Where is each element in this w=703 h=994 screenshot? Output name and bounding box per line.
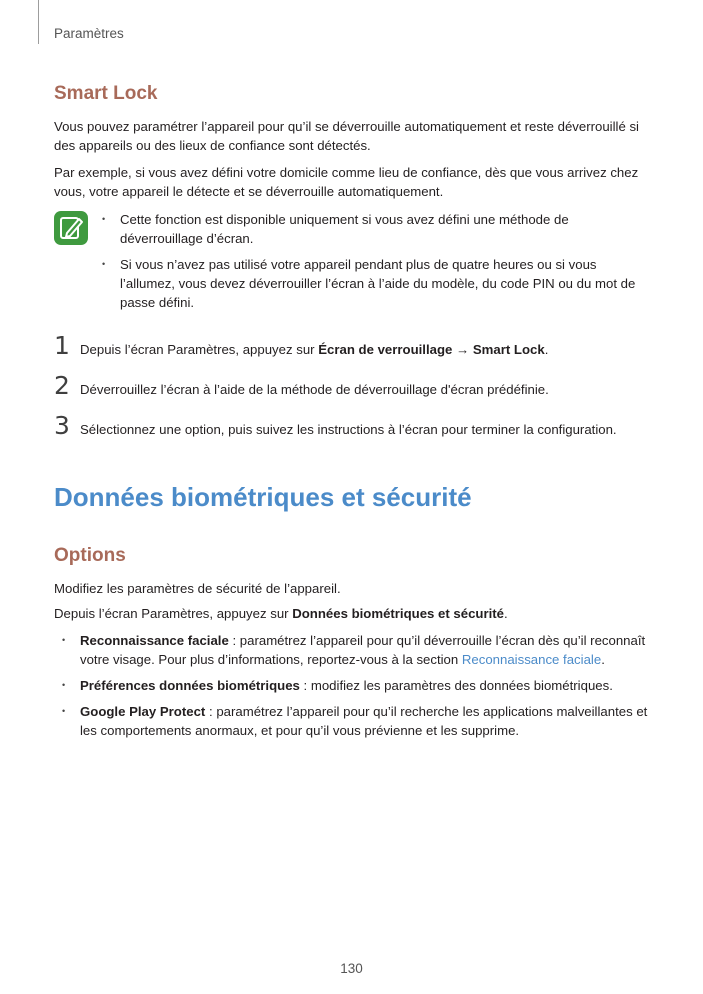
options-list	[60, 631, 660, 747]
page-number: 130	[340, 961, 363, 976]
options-path	[54, 604, 654, 623]
options-intro: Modifiez les paramètres de sécurité de l’appareil.	[54, 581, 341, 596]
path-text: Depuis l’écran Paramètres, appuyez sur	[54, 606, 293, 621]
option-item-biometric-preferences	[60, 676, 660, 695]
smart-lock-intro: Vous pouvez paramétrer l’appareil pour qu’il se déverrouille automatiquement et reste déverrouillé si des appareils ou des lieux de confiance sont détectés.	[54, 119, 639, 153]
menu-path-smart-lock: Smart Lock	[472, 342, 545, 357]
step-text: Déverrouillez l’écran à l’aide de la méthode de déverrouillage d'écran prédéfinie.	[80, 382, 549, 397]
header-rule	[38, 0, 39, 44]
face-recognition-link[interactable]: Reconnaissance faciale	[461, 652, 602, 667]
step-number: 2	[54, 371, 70, 400]
step-number: 1	[54, 331, 70, 360]
option-desc: : paramétrez l’appareil pour qu’il déverrouille l’écran dès qu’il reconnaît votre visage. Pour plus d’informations, reportez-vous à la section	[80, 633, 646, 667]
menu-path-lock-screen: Écran de verrouillage	[318, 342, 453, 357]
option-item-google-play-protect	[60, 702, 660, 740]
note-item: • Si vous n’avez pas utilisé votre appareil pendant plus de quatre heures ou si vous l’allumez, vous devez déverrouiller l’écran à l’aide du modèle, du code PIN ou du mot de passe défini.	[100, 255, 650, 312]
step-2	[54, 371, 674, 401]
step-text-part: Depuis l’écran Paramètres, appuyez sur	[80, 342, 319, 357]
biometrics-heading: Données biométriques et sécurité	[54, 482, 472, 512]
menu-path-biometrics: Données biométriques et sécurité	[292, 606, 505, 621]
step-text	[80, 340, 548, 359]
options-heading: Options	[54, 545, 126, 566]
option-desc: .	[601, 652, 605, 667]
path-text: .	[504, 606, 508, 621]
option-item-face-recognition	[60, 631, 660, 669]
smart-lock-example: Par exemple, si vous avez défini votre domicile comme lieu de confiance, dès que vous arrivez chez vous, votre appareil le détecte et se déverrouille automatiquement.	[54, 165, 639, 199]
option-term: Préférences données biométriques	[80, 678, 300, 693]
step-number: 3	[54, 411, 70, 440]
arrow-glyph: →	[452, 342, 473, 357]
note-list	[100, 210, 650, 319]
step-1	[54, 331, 674, 361]
step-text-part: .	[544, 342, 549, 357]
option-term: Reconnaissance faciale	[80, 633, 229, 648]
note-pencil-icon	[54, 211, 88, 245]
smart-lock-heading: Smart Lock	[54, 83, 158, 104]
option-term: Google Play Protect	[80, 704, 206, 719]
running-header: Paramètres	[54, 26, 124, 41]
option-desc: : modifiez les paramètres des données biométriques.	[299, 678, 613, 693]
option-desc: : paramétrez l’appareil pour qu’il recherche les applications malveillantes et les comportements anormaux, et pour qu’il vous prévienne et les supprime.	[80, 704, 648, 738]
step-3	[54, 411, 674, 441]
note-item: • Cette fonction est disponible uniquement si vous avez défini une méthode de déverrouillage d’écran.	[100, 210, 650, 248]
step-text: Sélectionnez une option, puis suivez les instructions à l’écran pour terminer la configuration.	[80, 422, 617, 437]
